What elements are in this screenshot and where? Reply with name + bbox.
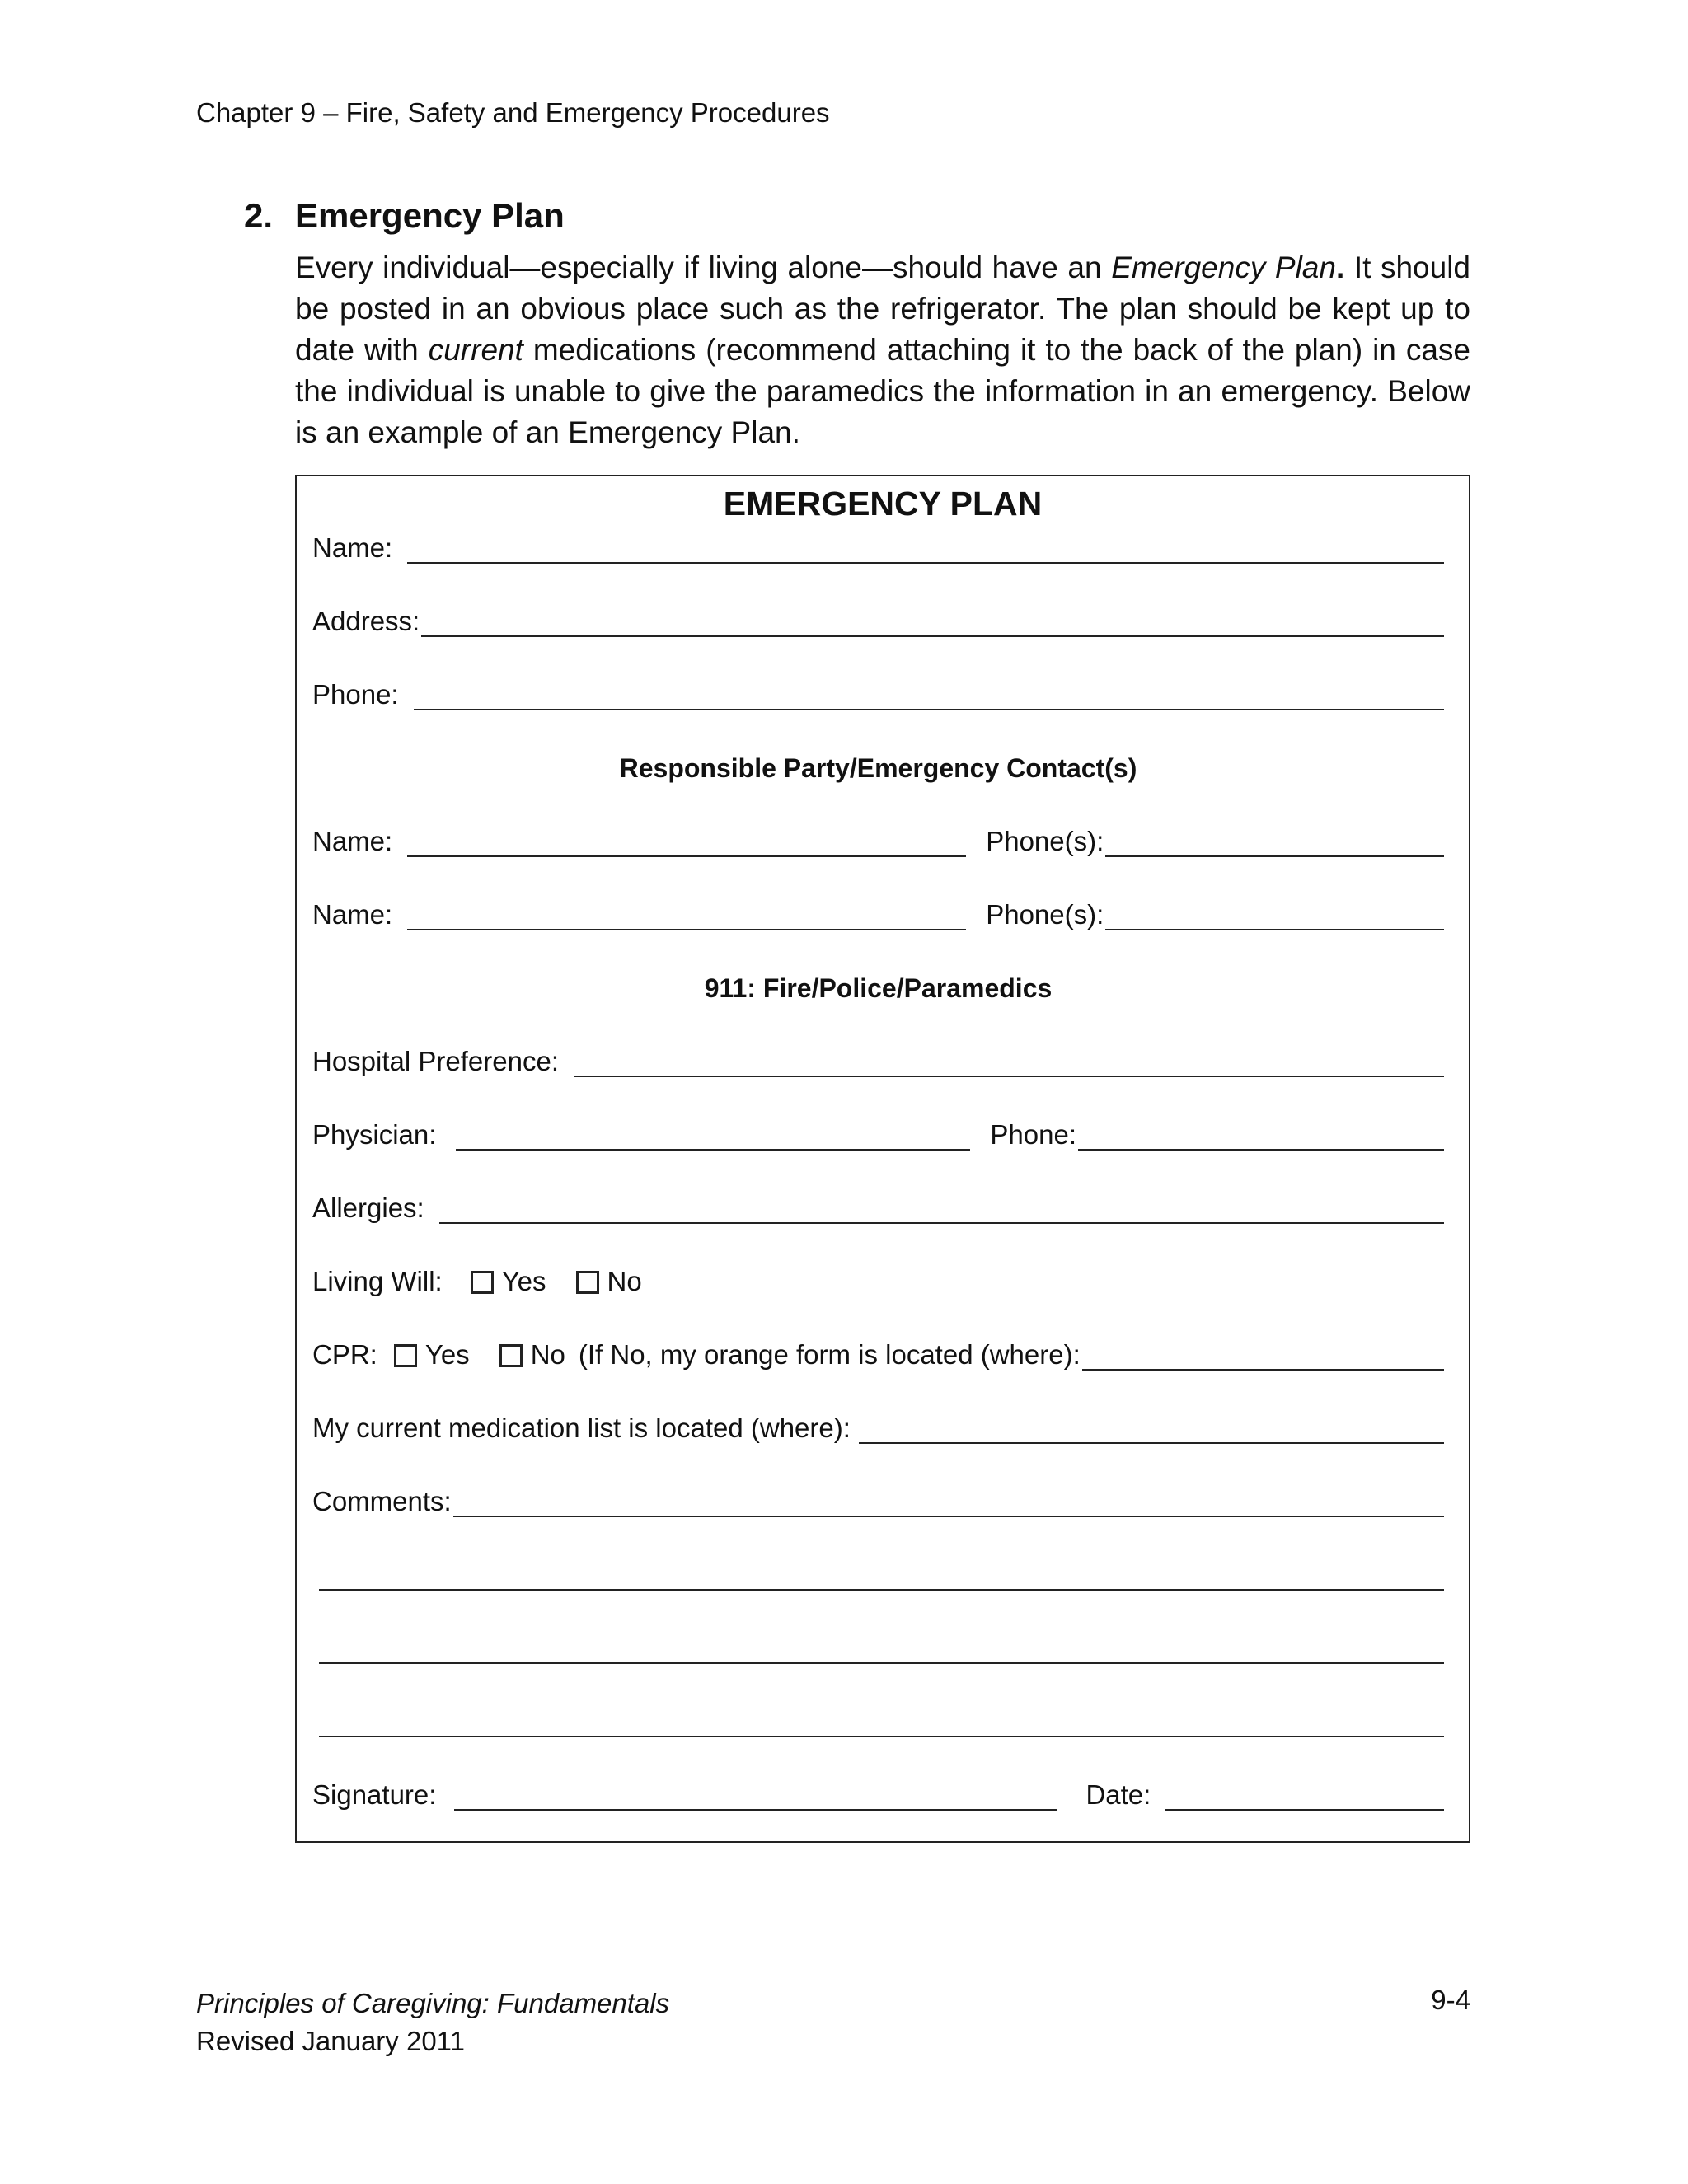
hospital-label: Hospital Preference: <box>312 1046 559 1076</box>
allergies-label: Allergies: <box>312 1193 424 1223</box>
comments-field-line-4[interactable] <box>319 1708 1444 1737</box>
comments-line-2 <box>312 1517 1444 1591</box>
form-title: EMERGENCY PLAN <box>723 485 1043 523</box>
phone-row <box>312 637 1444 710</box>
contact-name-field[interactable] <box>407 827 966 857</box>
living-will-label: Living Will: <box>312 1266 443 1296</box>
contact-name-label: Name: <box>312 826 393 856</box>
physician-label: Physician: <box>312 1119 437 1150</box>
living-will-yes-label: Yes <box>501 1266 546 1296</box>
medication-row <box>312 1371 1444 1444</box>
phone-field[interactable] <box>414 681 1444 710</box>
contact-name-label: Name: <box>312 899 393 930</box>
comments-line-3 <box>312 1591 1444 1664</box>
physician-field[interactable] <box>456 1121 970 1151</box>
running-head: Chapter 9 – Fire, Safety and Emergency Procedures <box>196 97 830 128</box>
contact-row-2 <box>312 857 1444 930</box>
physician-phone-field[interactable] <box>1078 1121 1444 1151</box>
living-will-no-checkbox[interactable] <box>576 1271 599 1294</box>
cpr-yes-checkbox[interactable] <box>394 1344 417 1367</box>
comments-field-line-3[interactable] <box>319 1634 1444 1664</box>
contact-phone-label: Phone(s): <box>986 826 1104 856</box>
signature-label: Signature: <box>312 1779 437 1810</box>
contact-name-field[interactable] <box>407 901 966 930</box>
contacts-heading-row <box>312 710 1444 784</box>
intro-text-2: It should be posted in an obvious place such as the refrigerator. The plan should be kept up to date with <box>295 251 1471 367</box>
living-will-yes-option[interactable] <box>471 1266 546 1297</box>
comments-field-line-2[interactable] <box>319 1561 1444 1591</box>
contacts-heading: Responsible Party/Emergency Contact(s) <box>619 753 1137 783</box>
contact-row-1 <box>312 784 1444 857</box>
intro-text-1: Every individual—especially if living alone—should have an <box>295 251 1112 284</box>
comments-line-4 <box>312 1664 1444 1737</box>
phone-label: Phone: <box>312 679 399 710</box>
living-will-no-option[interactable] <box>576 1266 642 1297</box>
cpr-yes-option[interactable] <box>394 1339 470 1371</box>
emergency-heading: 911: Fire/Police/Paramedics <box>704 973 1053 1003</box>
emergency-heading-row <box>312 930 1444 1004</box>
name-field[interactable] <box>407 534 1444 564</box>
address-label: Address: <box>312 606 420 636</box>
section-number: 2. <box>244 196 274 235</box>
cpr-no-checkbox[interactable] <box>499 1344 523 1367</box>
physician-phone-label: Phone: <box>990 1119 1076 1150</box>
medication-label: My current medication list is located (where): <box>312 1413 851 1443</box>
contact-phone-field[interactable] <box>1105 827 1444 857</box>
cpr-yes-label: Yes <box>424 1339 470 1370</box>
allergies-field[interactable] <box>439 1194 1444 1224</box>
allergies-row <box>312 1151 1444 1224</box>
date-field[interactable] <box>1165 1781 1444 1811</box>
cpr-row <box>312 1297 1444 1371</box>
section-title: Emergency Plan <box>295 196 565 235</box>
emergency-plan-form <box>295 475 1470 1843</box>
cpr-no-label: No <box>530 1339 565 1370</box>
signature-row <box>312 1737 1444 1811</box>
name-label: Name: <box>312 532 393 563</box>
orange-form-location-field[interactable] <box>1082 1341 1444 1371</box>
date-label: Date: <box>1085 1779 1151 1810</box>
intro-period: . <box>1335 251 1345 284</box>
comments-field[interactable] <box>453 1488 1444 1517</box>
comments-label: Comments: <box>312 1486 452 1516</box>
cpr-label: CPR: <box>312 1339 377 1370</box>
intro-paragraph <box>295 247 1470 453</box>
physician-row <box>312 1077 1444 1151</box>
cpr-note: (If No, my orange form is located (where): <box>578 1339 1081 1370</box>
intro-emphasis-emergency-plan: Emergency Plan <box>1111 251 1336 284</box>
hospital-field[interactable] <box>574 1047 1444 1077</box>
cpr-no-option[interactable] <box>499 1339 565 1371</box>
section-heading <box>244 196 1470 236</box>
hospital-row <box>312 1004 1444 1077</box>
comments-row <box>312 1444 1444 1517</box>
living-will-row <box>312 1224 1444 1297</box>
footer-book-title: Principles of Caregiving: Fundamentals <box>196 1988 670 2018</box>
contact-phone-label: Phone(s): <box>986 899 1104 930</box>
intro-text-3: medications (recommend attaching it to the back of the plan) in case the individual is unable to give the paramedics the information in an emergency. Below is an example of an Emergency Plan. <box>295 333 1470 449</box>
contact-phone-field[interactable] <box>1105 901 1444 930</box>
page-footer <box>196 1985 669 2060</box>
address-row <box>312 564 1444 637</box>
page-number: 9-4 <box>1431 1985 1470 2015</box>
intro-emphasis-current: current <box>428 333 523 367</box>
signature-field[interactable] <box>454 1781 1057 1811</box>
medication-location-field[interactable] <box>859 1414 1444 1444</box>
address-field[interactable] <box>421 607 1444 637</box>
living-will-no-label: No <box>607 1266 642 1296</box>
emergency-plan-section <box>244 196 1470 453</box>
footer-revised: Revised January 2011 <box>196 2026 465 2056</box>
name-row <box>312 527 1444 564</box>
living-will-yes-checkbox[interactable] <box>471 1271 494 1294</box>
